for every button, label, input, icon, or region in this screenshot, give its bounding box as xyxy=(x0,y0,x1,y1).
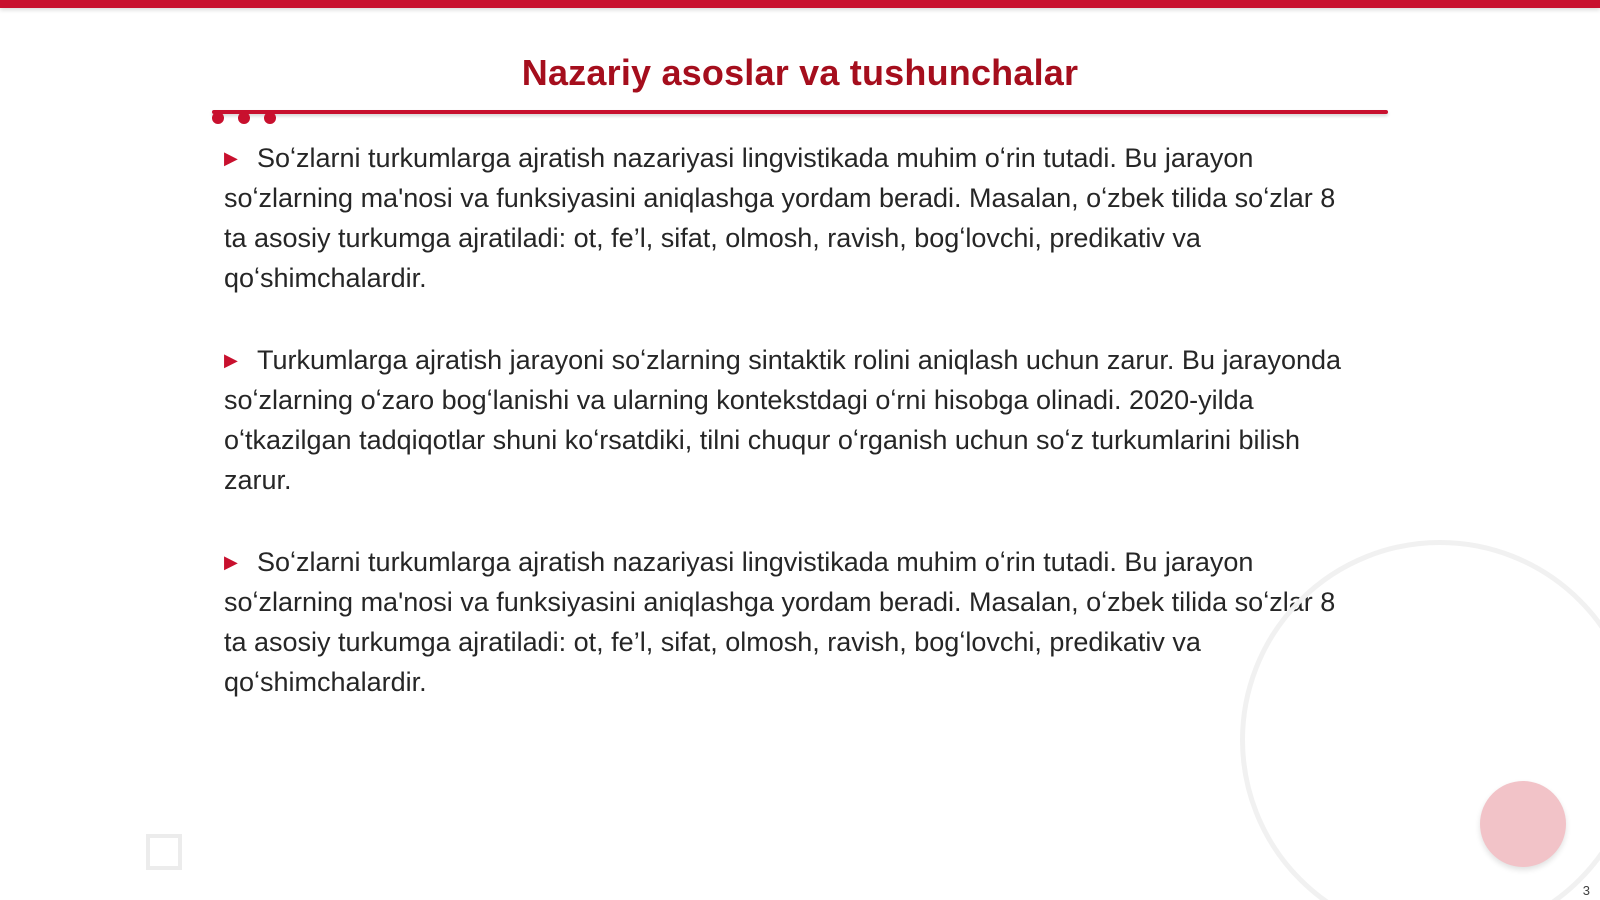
slide-body xyxy=(224,138,1354,744)
bullet-paragraph xyxy=(224,542,1354,702)
bullet-arrow-icon: ▶ xyxy=(224,350,238,370)
bullet-paragraph xyxy=(224,138,1354,298)
decorative-dot xyxy=(238,112,250,124)
top-accent-bar xyxy=(0,0,1600,8)
bullet-arrow-icon: ▶ xyxy=(224,552,238,572)
bullet-paragraph xyxy=(224,340,1354,500)
paragraph-text: Turkumlarga ajratish jarayoni soʻzlarning sintaktik rolini aniqlash uchun zarur. Bu jarayonda soʻzlarning oʻzaro bogʻlanishi va ularning kontekstdagi oʻrni hisobga olinadi. 2020-yilda oʻtkazilgan tadqiqotlar shuni koʻrsatdiki, tilni chuqur oʻrganish uchun soʻz turkumlarini bilish zarur. xyxy=(224,345,1342,495)
bullet-arrow-icon: ▶ xyxy=(224,148,238,168)
decorative-dot xyxy=(264,112,276,124)
decorative-circle xyxy=(1480,781,1566,867)
decorative-dot xyxy=(212,112,224,124)
slide-title: Nazariy asoslar va tushunchalar xyxy=(521,52,1079,93)
page-number: 3 xyxy=(1582,883,1590,898)
decorative-square xyxy=(146,834,182,870)
paragraph-text: Soʻzlarni turkumlarga ajratish nazariyasi lingvistikada muhim oʻrin tutadi. Bu jarayon soʻzlarning ma'nosi va funksiyasini aniqlashga yordam beradi. Masalan, oʻzbek tilida soʻzlar 8 ta asosiy turkumga ajratiladi: ot, fe’l, sifat, olmosh, ravish, bogʻlovchi, predikativ va qoʻshimchalardir. xyxy=(224,547,1336,697)
paragraph-text: Soʻzlarni turkumlarga ajratish nazariyasi lingvistikada muhim oʻrin tutadi. Bu jarayon soʻzlarning ma'nosi va funksiyasini aniqlashga yordam beradi. Masalan, oʻzbek tilida soʻzlar 8 ta asosiy turkumga ajratiladi: ot, fe’l, sifat, olmosh, ravish, bogʻlovchi, predikativ va qoʻshimchalardir. xyxy=(224,143,1336,293)
title-underline xyxy=(212,110,1388,114)
